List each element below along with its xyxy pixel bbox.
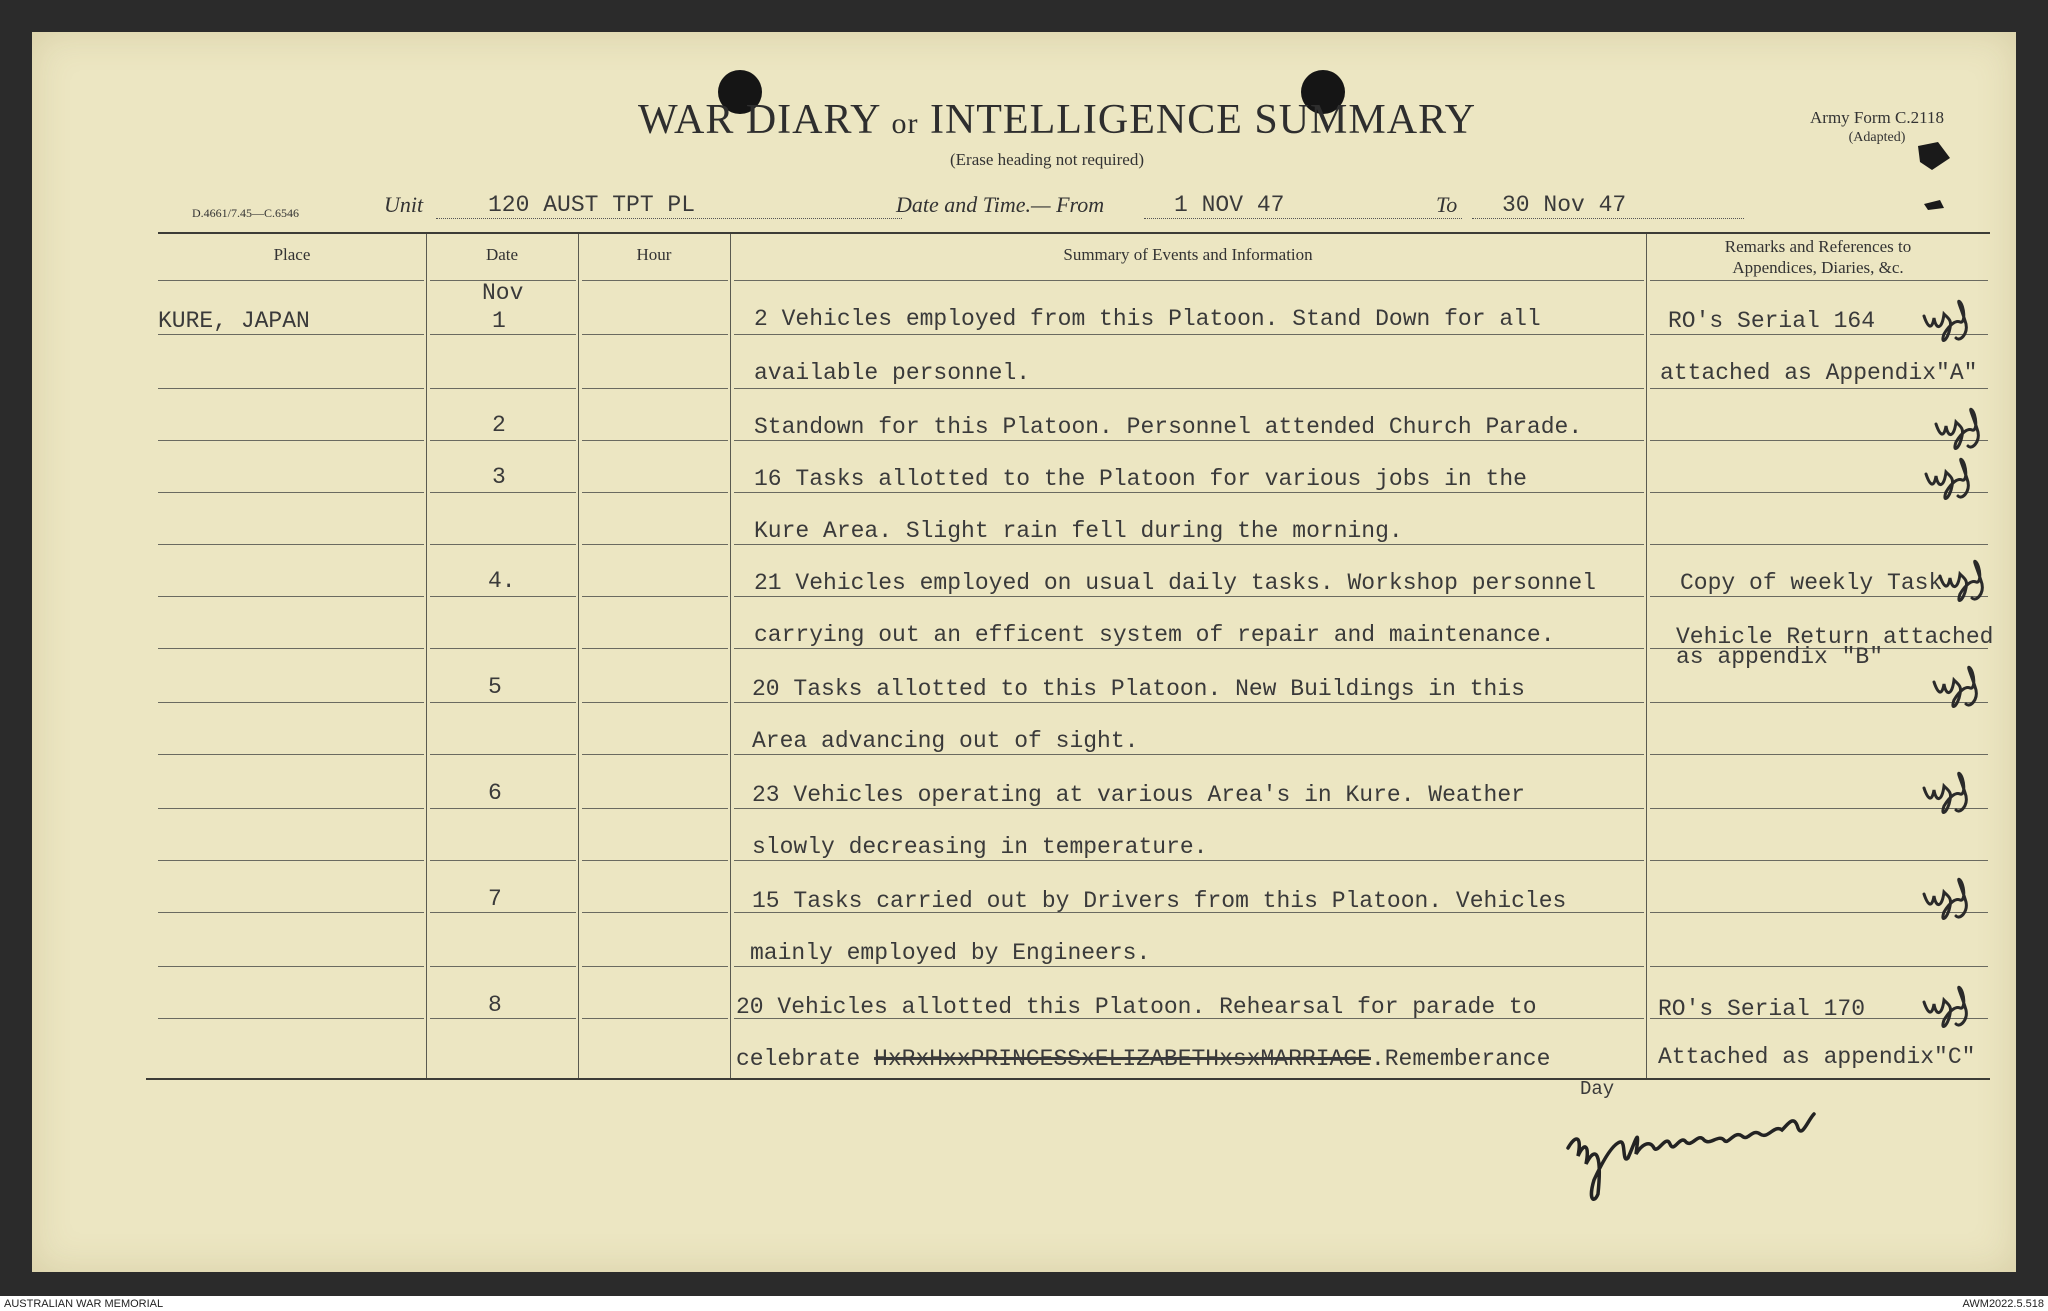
date-time-label: Date and Time.— From <box>896 192 1105 217</box>
date-cell: 2 <box>492 412 506 438</box>
summary-line: Standown for this Platoon. Personnel attended Church Parade. <box>754 414 1583 440</box>
war-diary-sheet <box>32 32 2016 1272</box>
row-rule-line <box>430 544 576 545</box>
row-rule-line <box>1650 754 1988 755</box>
row-rule-line <box>158 912 424 913</box>
row-rule-line <box>1650 544 1988 545</box>
handwritten-signature <box>1562 1084 1872 1214</box>
row-rule-line <box>158 596 424 597</box>
row-rule-line <box>158 648 424 649</box>
title-intelligence-summary: INTELLIGENCE SUMMARY <box>929 97 1477 143</box>
date-from-value: 1 NOV 47 <box>1174 192 1285 218</box>
row-rule-line <box>582 544 728 545</box>
row-rule-line <box>734 440 1644 441</box>
row-rule-line <box>158 440 424 441</box>
remark-text: RO's Serial 164 <box>1668 308 1876 334</box>
remark-text: RO's Serial 170 <box>1658 996 1866 1022</box>
row-rule-line <box>1650 860 1988 861</box>
initials-mark <box>1920 980 1976 1036</box>
summary-line: 2 Vehicles employed from this Platoon. Stand Down for all <box>754 306 1541 332</box>
summary-line: carrying out an efficent system of repair and maintenance. <box>754 622 1555 648</box>
remark-text: Attached as appendix"C" <box>1658 1044 1976 1070</box>
row-rule-line <box>734 544 1644 545</box>
summary-line: Area advancing out of sight. <box>752 728 1139 754</box>
column-header-place: Place <box>273 245 311 264</box>
row-rule-line <box>430 596 576 597</box>
row-rule-line <box>158 280 424 281</box>
row-rule-line <box>158 966 424 967</box>
date-cell: 3 <box>492 464 506 490</box>
row-rule-line <box>430 334 576 335</box>
initials-mark <box>1932 402 1988 458</box>
row-rule-line <box>430 388 576 389</box>
summary-line: 15 Tasks carried out by Drivers from this Platoon. Vehicles <box>752 888 1567 914</box>
summary-line: 20 Vehicles allotted this Platoon. Rehearsal for parade to <box>736 994 1537 1020</box>
row-rule-line <box>734 280 1644 281</box>
place-value: KURE, JAPAN <box>158 308 310 334</box>
row-rule-line <box>430 966 576 967</box>
row-rule-line <box>734 596 1644 597</box>
title-war-diary: WAR DIARY <box>638 97 880 143</box>
row-rule-line <box>734 334 1644 335</box>
title-or: or <box>891 107 919 140</box>
summary-line-end: .Rememberance <box>1370 1046 1551 1072</box>
row-rule-line <box>158 544 424 545</box>
row-rule-line <box>734 808 1644 809</box>
remarks-header-line-2: Appendices, Diaries, &c. <box>1732 258 1904 277</box>
row-rule-line <box>734 702 1644 703</box>
initials-mark <box>1920 294 1976 350</box>
summary-continuation-day: Day <box>1580 1078 1615 1100</box>
unit-label: Unit <box>384 192 424 217</box>
row-rule-line <box>734 388 1644 389</box>
unit-value: 120 AUST TPT PL <box>488 192 696 218</box>
row-rule-line <box>582 754 728 755</box>
remark-text: Copy of weekly Task <box>1680 570 1943 596</box>
date-cell: 1 <box>492 308 506 334</box>
row-rule-line <box>734 648 1644 649</box>
row-rule-line <box>430 912 576 913</box>
row-rule-line <box>158 808 424 809</box>
row-rule-line <box>430 492 576 493</box>
date-to-label: To <box>1436 192 1458 217</box>
row-rule-line <box>582 388 728 389</box>
row-rule-line <box>1650 966 1988 967</box>
army-form-number: Army Form C.2118 <box>1810 108 1944 127</box>
row-rule-line <box>582 492 728 493</box>
column-header-summary: Summary of Events and Information <box>1063 245 1313 264</box>
row-rule-line <box>582 648 728 649</box>
summary-line: slowly decreasing in temperature. <box>752 834 1208 860</box>
row-rule-line <box>734 966 1644 967</box>
page-title <box>638 96 1476 144</box>
row-rule-line <box>158 1018 424 1019</box>
date-cell: 8 <box>488 992 502 1018</box>
initials-mark <box>1930 660 1986 716</box>
footer-institution: AUSTRALIAN WAR MEMORIAL <box>4 1298 164 1310</box>
summary-line-last <box>736 1046 1550 1072</box>
date-cell: 7 <box>488 886 502 912</box>
row-rule-line <box>582 334 728 335</box>
row-rule-line <box>430 808 576 809</box>
row-rule-line <box>582 912 728 913</box>
column-header-hour: Hour <box>636 245 672 264</box>
summary-line: Kure Area. Slight rain fell during the morning. <box>754 518 1403 544</box>
print-code: D.4661/7.45—C.6546 <box>192 206 300 220</box>
row-rule-line <box>158 334 424 335</box>
month-value: Nov <box>482 280 524 306</box>
summary-line: available personnel. <box>754 360 1031 386</box>
row-rule-line <box>582 860 728 861</box>
initials-mark <box>1936 554 1992 610</box>
row-rule-line <box>734 754 1644 755</box>
row-rule-line <box>582 702 728 703</box>
row-rule-line <box>158 388 424 389</box>
row-rule-line <box>430 1018 576 1019</box>
row-rule-line <box>158 702 424 703</box>
row-rule-line <box>430 702 576 703</box>
footer-reference: AWM2022.5.518 <box>1962 1298 2044 1310</box>
summary-line: mainly employed by Engineers. <box>750 940 1151 966</box>
struck-out-text: HxRxHxxPRINCESSxELIZABETHxsxMARRIAGE <box>874 1046 1371 1072</box>
date-to-value: 30 Nov 47 <box>1502 192 1627 218</box>
initials-mark <box>1920 766 1976 822</box>
summary-line: 16 Tasks allotted to the Platoon for various jobs in the <box>754 466 1527 492</box>
row-rule-line <box>734 860 1644 861</box>
army-form-adapted: (Adapted) <box>1848 130 1906 145</box>
summary-line: 20 Tasks allotted to this Platoon. New Buildings in this <box>752 676 1525 702</box>
row-rule-line <box>734 492 1644 493</box>
remarks-header-line-1: Remarks and References to <box>1724 237 1912 256</box>
row-rule-line <box>582 808 728 809</box>
initials-mark <box>1920 872 1976 928</box>
remark-text: Vehicle Return attached <box>1676 624 1994 650</box>
date-cell: 5 <box>488 674 502 700</box>
row-rule-line <box>582 280 728 281</box>
row-rule-line <box>582 1018 728 1019</box>
summary-line-start: celebrate <box>736 1046 861 1072</box>
row-rule-line <box>582 966 728 967</box>
row-rule-line <box>430 440 576 441</box>
row-rule-line <box>1650 388 1988 389</box>
row-rule-line <box>582 596 728 597</box>
row-rule-line <box>582 440 728 441</box>
row-rule-line <box>430 648 576 649</box>
initials-mark <box>1922 452 1978 508</box>
date-cell: 6 <box>488 780 502 806</box>
date-cell: 4. <box>488 568 516 594</box>
page-subtitle: (Erase heading not required) <box>950 150 1144 169</box>
row-rule-line <box>158 754 424 755</box>
row-rule-line <box>158 860 424 861</box>
row-rule-line <box>430 860 576 861</box>
remark-text: attached as Appendix"A" <box>1660 360 1978 386</box>
summary-line: 23 Vehicles operating at various Area's in Kure. Weather <box>752 782 1525 808</box>
remark-text: as appendix "B" <box>1676 644 1884 670</box>
row-rule-line <box>430 754 576 755</box>
column-header-remarks <box>1646 236 1990 278</box>
summary-line: 21 Vehicles employed on usual daily tasks. Workshop personnel <box>754 570 1596 596</box>
row-rule-line <box>158 492 424 493</box>
row-rule-line <box>1650 280 1988 281</box>
column-header-date: Date <box>485 245 519 264</box>
